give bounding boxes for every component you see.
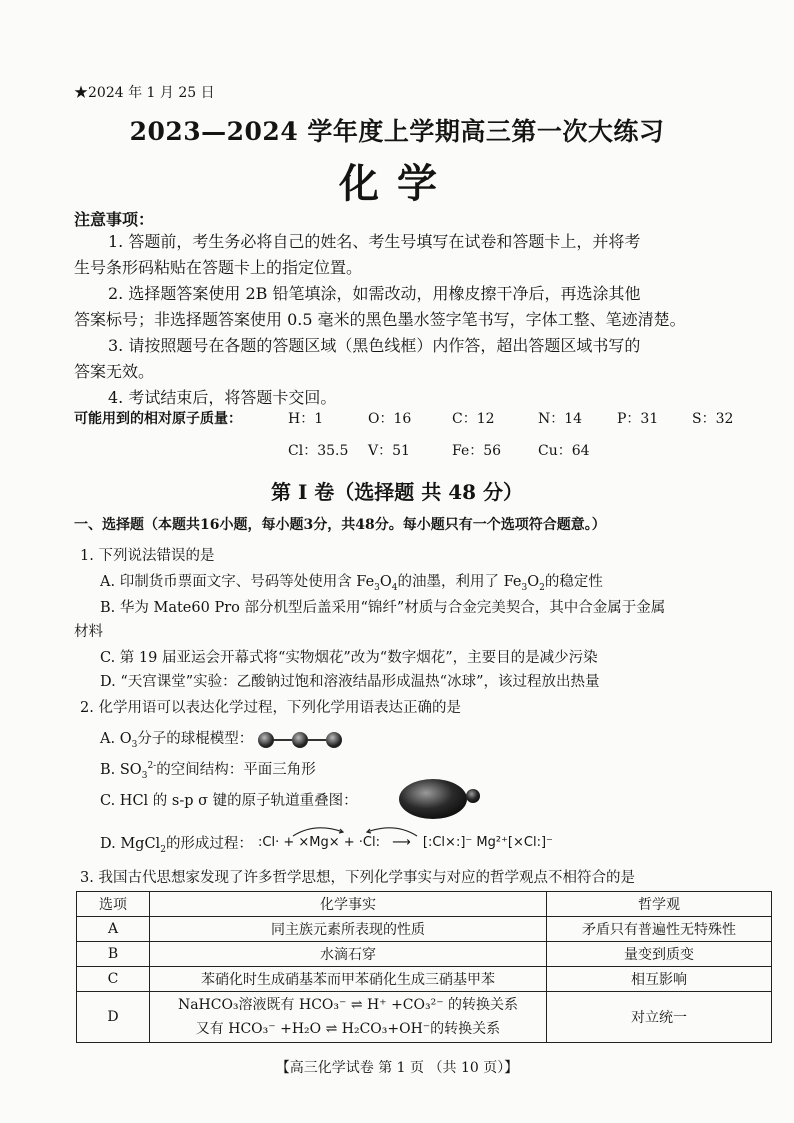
notice-heading: 注意事项： [74, 210, 155, 229]
q1-option-d: D. “天宫课堂”实验：乙酸钠过饱和溶液结晶形成温热“冰球”，该过程放出热量 [100, 674, 600, 690]
q2-option-d: D. MgCl$_2$的形成过程： [100, 836, 253, 855]
notice-item-3-line-2: 答案无效。 [74, 362, 155, 381]
mass-n: N：14 [538, 411, 583, 427]
mass-fe: Fe：56 [452, 443, 502, 459]
row-fact: 水滴石穿 [150, 942, 547, 967]
orbital-overlap-image [395, 775, 485, 825]
notice-item-2-line-1: 2. 选择题答案使用 2B 铅笔填涂，如需改动，用橡皮擦干净后，再选涂其他 [108, 284, 641, 303]
table-row [77, 967, 772, 992]
atomic-mass-label: 可能用到的相对原子质量： [74, 411, 242, 427]
row-fact-line-2: 又有 HCO₃⁻ +H₂O ⇌ H₂CO₃+OH⁻的转换关系 [195, 1021, 501, 1037]
notice-item-3-line-1: 3. 请按照题号在各题的答题区域（黑色线框）内作答，超出答题区域书写的 [108, 336, 641, 355]
q2-stem: 2. 化学用语可以表达化学过程，下列化学用语表达正确的是 [80, 700, 461, 716]
exam-date: ★2024 年 1 月 25 日 [74, 85, 215, 101]
notice-item-1-line-1: 1. 答题前，考生务必将自己的姓名、考生号填写在试卷和答题卡上，并将考 [108, 232, 641, 251]
row-fact [150, 992, 547, 1043]
row-option: B [77, 942, 150, 967]
mass-o: O：16 [368, 411, 412, 427]
page-footer: 【高三化学试卷 第 1 页 （共 10 页）】 [275, 1060, 519, 1076]
q2-option-b: B. $SO_3^{2-}$的空间结构：平面三角形 [100, 761, 316, 781]
subject-title: 化学 [339, 160, 455, 207]
row-fact: 同主族元素所表现的性质 [150, 917, 547, 942]
row-fact-line-1: NaHCO₃溶液既有 HCO₃⁻ ⇌ H⁺ +CO₃²⁻ 的转换关系 [177, 997, 519, 1013]
q2-option-c: C. HCl 的 s-p σ 键的原子轨道重叠图： [100, 793, 358, 809]
header-fact: 化学事实 [150, 892, 547, 917]
header-view: 哲学观 [547, 892, 772, 917]
table-row [77, 992, 772, 1043]
notice-item-4: 4. 考试结束后，将答题卡交回。 [108, 388, 337, 407]
mass-v: V：51 [368, 443, 410, 459]
mass-h: H：1 [288, 411, 324, 427]
q1-option-b-line-2: 材料 [74, 624, 103, 640]
part-heading: 一、选择题（本题共16小题，每小题3分，共48分。每小题只有一个选项符合题意。） [74, 517, 606, 533]
notice-item-1-line-2: 生号条形码粘贴在答题卡上的指定位置。 [74, 258, 363, 277]
mass-cl: Cl：35.5 [288, 443, 349, 459]
ozone-ball-stick-model [258, 729, 342, 748]
row-view: 矛盾只有普遍性无特殊性 [547, 917, 772, 942]
row-option: D [77, 992, 150, 1043]
exam-title: 2023—2024 学年度上学期高三第一次大练习 [129, 117, 665, 146]
table-header-row [77, 892, 772, 917]
electron-transfer-arrows [285, 820, 435, 838]
q3-table [76, 891, 772, 1043]
row-fact: 苯硝化时生成硝基苯而甲苯硝化生成三硝基甲苯 [150, 967, 547, 992]
row-view: 相互影响 [547, 967, 772, 992]
mass-p: P：31 [617, 411, 659, 427]
row-option: C [77, 967, 150, 992]
notice-item-2-line-2: 答案标号；非选择题答案使用 0.5 毫米的黑色墨水签字笔书写，字体工整、笔迹清楚。 [74, 310, 686, 329]
row-view: 量变到质变 [547, 942, 772, 967]
mass-c: C：12 [452, 411, 495, 427]
q1-option-a: A. 印制货币票面文字、号码等处使用含 $Fe_3O_4$的油墨，利用了 $Fe_3O_2$的稳定性 [100, 574, 603, 593]
q1-option-c: C. 第 19 届亚运会开幕式将“实物烟花”改为“数字烟花”，主要目的是减少污染 [100, 650, 598, 666]
row-option: A [77, 917, 150, 942]
q3-stem: 3. 我国古代思想家发现了许多哲学思想，下列化学事实与对应的哲学观点不相符合的是 [80, 870, 635, 886]
header-option: 选项 [77, 892, 150, 917]
q1-option-b-line-1: B. 华为 Mate60 Pro 部分机型后盖采用“锦纤”材质与合金完美契合，其中合金属于金属 [100, 600, 666, 616]
equation-products: [:Cl×:]⁻ Mg²⁺[×Cl:]⁻ [422, 835, 553, 850]
section-title: 第 I 卷（选择题 共 48 分） [270, 480, 523, 504]
mass-s: S：32 [692, 411, 734, 427]
mass-cu: Cu：64 [538, 443, 590, 459]
q2-option-a: A. $O_3$分子的球棍模型： [100, 731, 254, 750]
table-row [77, 942, 772, 967]
row-view: 对立统一 [547, 992, 772, 1043]
q1-stem: 1. 下列说法错误的是 [80, 548, 215, 564]
table-row [77, 917, 772, 942]
equation-arrow: ⟶ [392, 835, 411, 850]
equation-reactants: :Cl· + ×Mg× + ·Cl: [258, 835, 380, 850]
